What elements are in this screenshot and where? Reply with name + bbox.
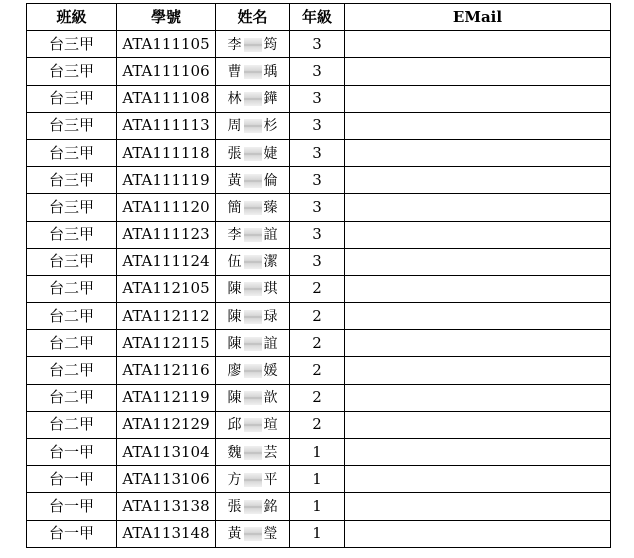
redaction-mark: [244, 310, 262, 324]
student-id-cell: ATA111123: [117, 221, 216, 248]
class-cell: 台二甲: [27, 357, 117, 384]
email-cell[interactable]: [345, 493, 611, 520]
name-first-char: 陳: [227, 281, 242, 298]
redaction-mark: [244, 446, 262, 460]
table-row: [27, 31, 611, 58]
table-row: [27, 139, 611, 166]
name-last-char: 琭: [263, 308, 278, 325]
student-id-cell: ATA111120: [117, 194, 216, 221]
name-cell: [216, 221, 290, 248]
name-first-char: 邱: [227, 417, 242, 434]
email-cell[interactable]: [345, 466, 611, 493]
class-cell: 台一甲: [27, 439, 117, 466]
table-row: [27, 194, 611, 221]
grade-cell: 2: [290, 275, 345, 302]
name-cell: [216, 411, 290, 438]
name-last-char: 瑩: [263, 526, 278, 543]
name-cell: [216, 31, 290, 58]
class-cell: 台三甲: [27, 112, 117, 139]
table-row: [27, 58, 611, 85]
name-first-char: 張: [227, 498, 242, 515]
name-cell: [216, 275, 290, 302]
student-id-cell: ATA111113: [117, 112, 216, 139]
name-last-char: 筠: [263, 36, 278, 53]
name-first-char: 曹: [227, 63, 242, 80]
name-first-char: 陳: [227, 335, 242, 352]
email-cell[interactable]: [345, 31, 611, 58]
class-cell: 台二甲: [27, 384, 117, 411]
name-cell: [216, 248, 290, 275]
name-cell: [216, 112, 290, 139]
grade-cell: 3: [290, 221, 345, 248]
grade-cell: 2: [290, 303, 345, 330]
name-last-char: 婕: [263, 145, 278, 162]
name-first-char: 方: [227, 471, 242, 488]
table-row: [27, 167, 611, 194]
student-id-cell: ATA112115: [117, 330, 216, 357]
table-row: [27, 493, 611, 520]
student-id-cell: ATA111119: [117, 167, 216, 194]
student-id-cell: ATA113106: [117, 466, 216, 493]
header-row: [27, 4, 611, 31]
name-first-char: 張: [227, 145, 242, 162]
student-id-cell: ATA111118: [117, 139, 216, 166]
roster-body: [27, 31, 611, 548]
grade-cell: 3: [290, 194, 345, 221]
class-cell: 台三甲: [27, 139, 117, 166]
grade-cell: 1: [290, 466, 345, 493]
header-name: 姓名: [216, 4, 290, 31]
grade-cell: 1: [290, 493, 345, 520]
redaction-mark: [244, 65, 262, 79]
name-last-char: 潔: [263, 254, 278, 271]
redaction-mark: [244, 500, 262, 514]
email-cell[interactable]: [345, 357, 611, 384]
student-roster-table: [26, 3, 611, 548]
name-first-char: 簡: [227, 199, 242, 216]
table-row: [27, 303, 611, 330]
table-row: [27, 275, 611, 302]
table-row: [27, 411, 611, 438]
class-cell: 台二甲: [27, 330, 117, 357]
email-cell[interactable]: [345, 303, 611, 330]
name-last-char: 誼: [263, 335, 278, 352]
name-cell: [216, 439, 290, 466]
name-last-char: 琪: [263, 281, 278, 298]
redaction-mark: [244, 38, 262, 52]
name-last-char: 瑀: [263, 63, 278, 80]
table-row: [27, 248, 611, 275]
email-cell[interactable]: [345, 384, 611, 411]
email-cell[interactable]: [345, 411, 611, 438]
redaction-mark: [244, 228, 262, 242]
student-id-cell: ATA111108: [117, 85, 216, 112]
header-class: 班級: [27, 4, 117, 31]
name-first-char: 周: [227, 118, 242, 135]
name-cell: [216, 384, 290, 411]
redaction-mark: [244, 255, 262, 269]
class-cell: 台一甲: [27, 466, 117, 493]
email-cell[interactable]: [345, 330, 611, 357]
name-cell: [216, 303, 290, 330]
email-cell[interactable]: [345, 167, 611, 194]
class-cell: 台三甲: [27, 194, 117, 221]
header-grade: 年級: [290, 4, 345, 31]
student-id-cell: ATA113138: [117, 493, 216, 520]
class-cell: 台一甲: [27, 493, 117, 520]
redaction-mark: [244, 527, 262, 541]
table-row: [27, 466, 611, 493]
student-id-cell: ATA112116: [117, 357, 216, 384]
student-id-cell: ATA111124: [117, 248, 216, 275]
name-cell: [216, 58, 290, 85]
name-last-char: 瑄: [263, 417, 278, 434]
name-first-char: 陳: [227, 390, 242, 407]
redaction-mark: [244, 337, 262, 351]
name-last-char: 銘: [263, 498, 278, 515]
class-cell: 台三甲: [27, 31, 117, 58]
name-cell: [216, 167, 290, 194]
header-student-id: 學號: [117, 4, 216, 31]
table-row: [27, 112, 611, 139]
name-last-char: 倫: [263, 172, 278, 189]
student-id-cell: ATA112119: [117, 384, 216, 411]
email-cell[interactable]: [345, 275, 611, 302]
grade-cell: 3: [290, 248, 345, 275]
name-last-char: 媛: [263, 363, 278, 380]
name-cell: [216, 330, 290, 357]
table-row: [27, 384, 611, 411]
redaction-mark: [244, 418, 262, 432]
name-first-char: 黃: [227, 172, 242, 189]
email-cell[interactable]: [345, 194, 611, 221]
grade-cell: 3: [290, 139, 345, 166]
class-cell: 台三甲: [27, 58, 117, 85]
redaction-mark: [244, 147, 262, 161]
email-cell[interactable]: [345, 58, 611, 85]
email-cell[interactable]: [345, 520, 611, 547]
table-row: [27, 357, 611, 384]
student-id-cell: ATA112112: [117, 303, 216, 330]
name-first-char: 魏: [227, 444, 242, 461]
class-cell: 台三甲: [27, 167, 117, 194]
grade-cell: 1: [290, 520, 345, 547]
student-id-cell: ATA113104: [117, 439, 216, 466]
email-cell[interactable]: [345, 248, 611, 275]
email-cell[interactable]: [345, 139, 611, 166]
redaction-mark: [244, 174, 262, 188]
class-cell: 台三甲: [27, 221, 117, 248]
table-row: [27, 221, 611, 248]
name-last-char: 平: [263, 471, 278, 488]
grade-cell: 3: [290, 85, 345, 112]
class-cell: 台二甲: [27, 303, 117, 330]
name-cell: [216, 85, 290, 112]
student-id-cell: ATA111105: [117, 31, 216, 58]
grade-cell: 3: [290, 31, 345, 58]
header-email: EMail: [345, 4, 611, 31]
class-cell: 台三甲: [27, 248, 117, 275]
student-id-cell: ATA113148: [117, 520, 216, 547]
student-id-cell: ATA112105: [117, 275, 216, 302]
table-row: [27, 439, 611, 466]
redaction-mark: [244, 119, 262, 133]
class-cell: 台一甲: [27, 520, 117, 547]
grade-cell: 1: [290, 439, 345, 466]
name-first-char: 伍: [227, 254, 242, 271]
grade-cell: 2: [290, 357, 345, 384]
grade-cell: 2: [290, 330, 345, 357]
email-cell[interactable]: [345, 221, 611, 248]
name-cell: [216, 466, 290, 493]
email-cell[interactable]: [345, 439, 611, 466]
name-last-char: 臻: [263, 199, 278, 216]
name-cell: [216, 493, 290, 520]
student-id-cell: ATA112129: [117, 411, 216, 438]
grade-cell: 3: [290, 58, 345, 85]
name-cell: [216, 194, 290, 221]
redaction-mark: [244, 391, 262, 405]
name-last-char: 歆: [263, 390, 278, 407]
name-first-char: 廖: [227, 363, 242, 380]
name-first-char: 李: [227, 36, 242, 53]
redaction-mark: [244, 92, 262, 106]
name-last-char: 誼: [263, 227, 278, 244]
name-last-char: 杉: [263, 118, 278, 135]
student-id-cell: ATA111106: [117, 58, 216, 85]
name-cell: [216, 139, 290, 166]
email-cell[interactable]: [345, 112, 611, 139]
class-cell: 台三甲: [27, 85, 117, 112]
grade-cell: 2: [290, 411, 345, 438]
grade-cell: 2: [290, 384, 345, 411]
name-first-char: 李: [227, 227, 242, 244]
name-first-char: 黃: [227, 526, 242, 543]
redaction-mark: [244, 364, 262, 378]
name-cell: [216, 520, 290, 547]
name-last-char: 鏵: [263, 91, 278, 108]
table-row: [27, 330, 611, 357]
email-cell[interactable]: [345, 85, 611, 112]
table-row: [27, 85, 611, 112]
grade-cell: 3: [290, 112, 345, 139]
name-first-char: 林: [227, 91, 242, 108]
name-cell: [216, 357, 290, 384]
table-row: [27, 520, 611, 547]
class-cell: 台二甲: [27, 275, 117, 302]
redaction-mark: [244, 201, 262, 215]
name-last-char: 芸: [263, 444, 278, 461]
class-cell: 台二甲: [27, 411, 117, 438]
redaction-mark: [244, 282, 262, 296]
name-first-char: 陳: [227, 308, 242, 325]
redaction-mark: [244, 473, 262, 487]
grade-cell: 3: [290, 167, 345, 194]
